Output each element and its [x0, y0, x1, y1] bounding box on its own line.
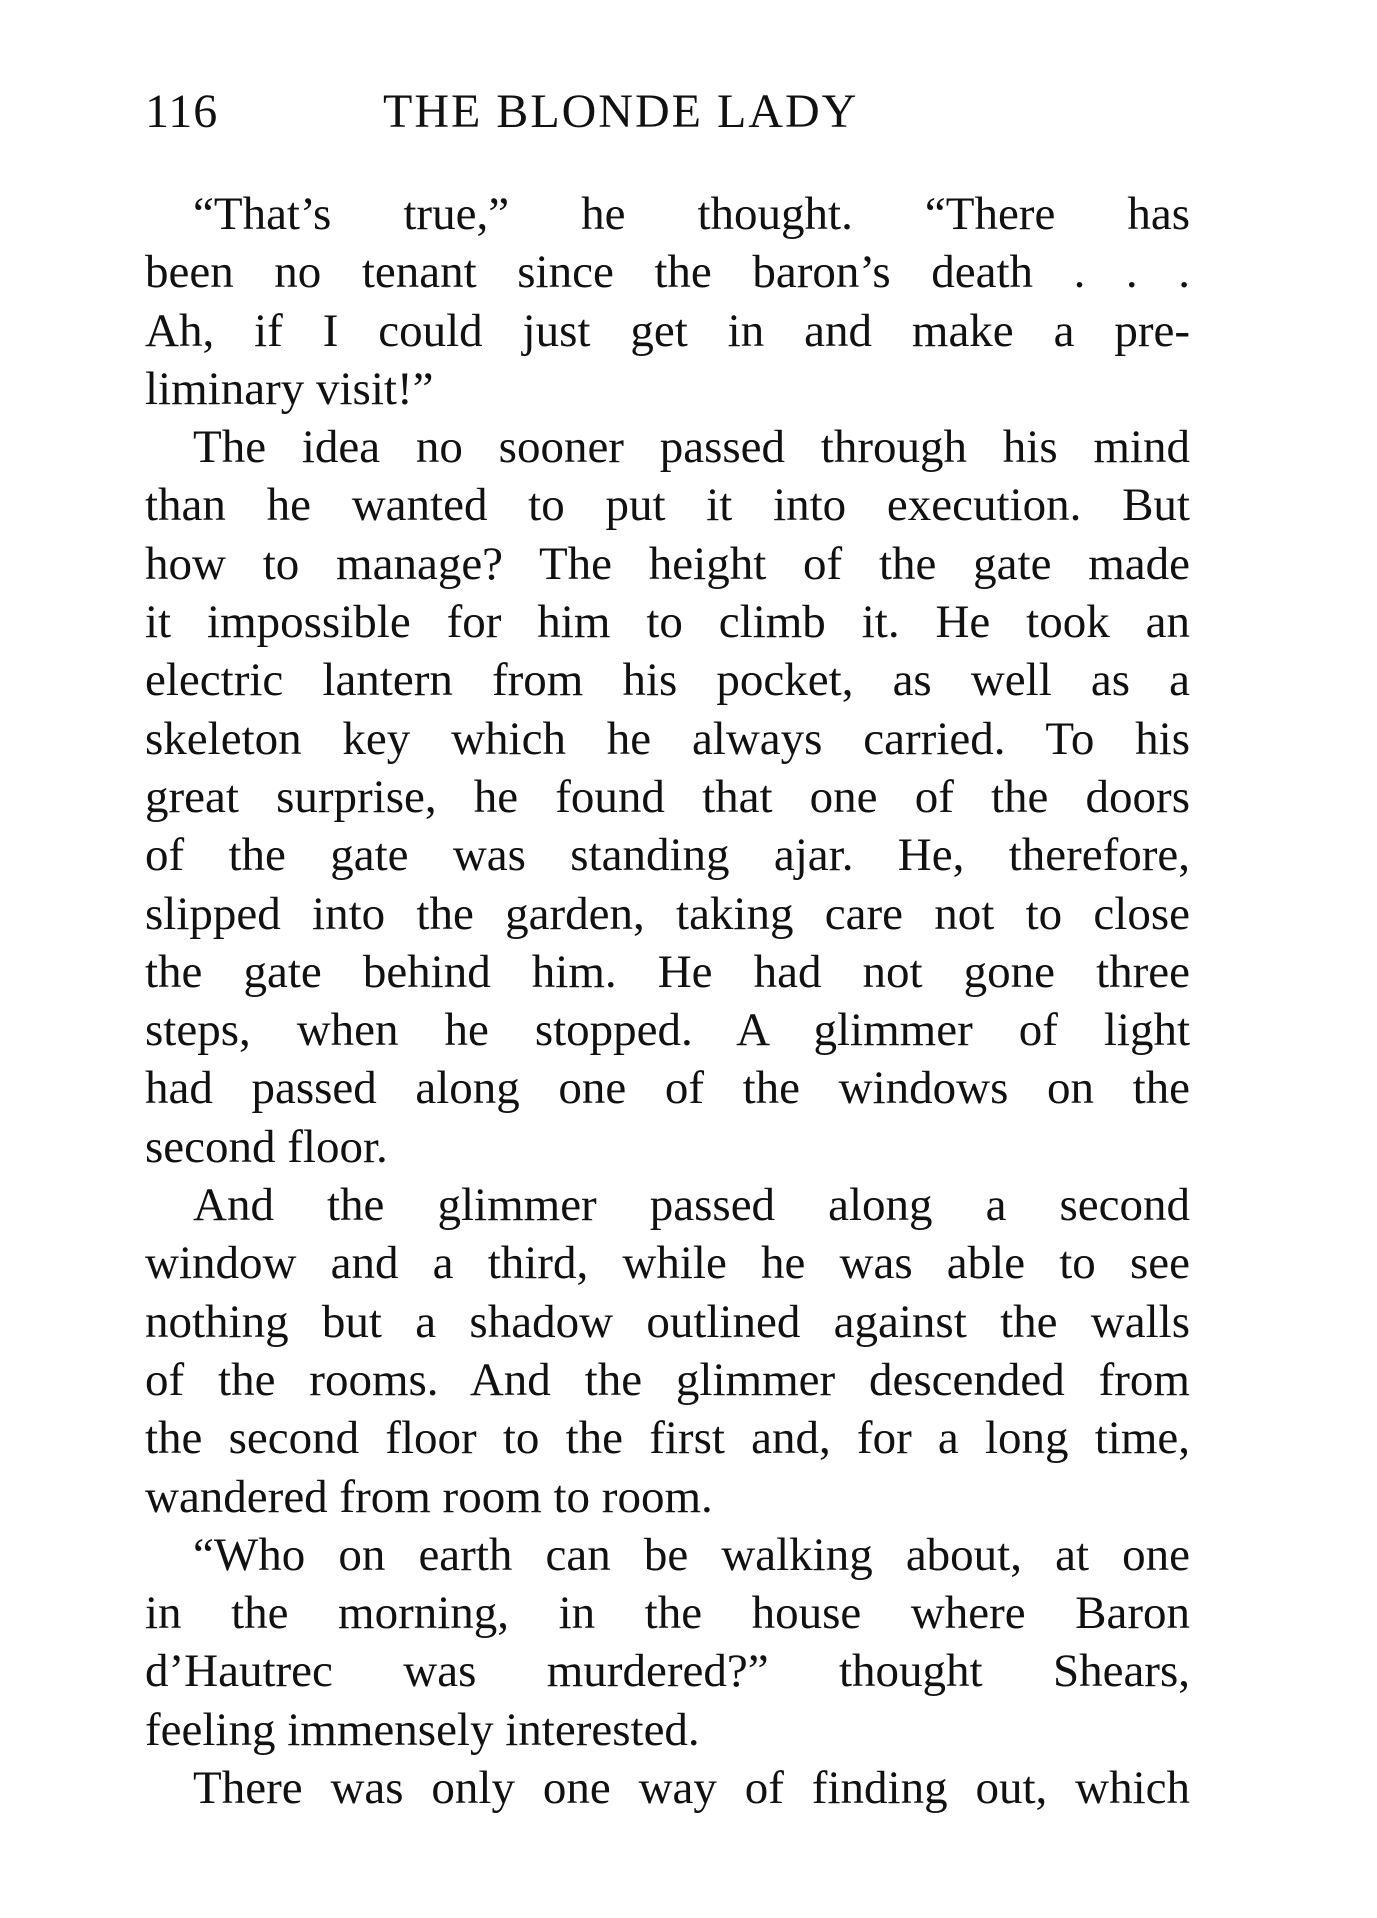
- text-line: nothing but a shadow outlined against the walls: [145, 1295, 1190, 1348]
- text-line: d’Hautrec was murdered?” thought Shears,: [145, 1645, 1190, 1698]
- text-line: been no tenant since the baron’s death . . .: [145, 246, 1190, 299]
- text-line: liminary visit!”: [145, 362, 434, 415]
- text-line: wandered from room to room.: [145, 1470, 713, 1523]
- text-line: had passed along one of the windows on the: [145, 1062, 1190, 1115]
- text-line: slipped into the garden, taking care not to close: [145, 887, 1190, 940]
- text-line: of the gate was standing ajar. He, therefore,: [145, 829, 1190, 882]
- text-line: skeleton key which he always carried. To his: [145, 712, 1190, 765]
- text-line: feeling immensely interested.: [145, 1703, 700, 1756]
- text-line: electric lantern from his pocket, as well as a: [145, 654, 1190, 707]
- text-line: the gate behind him. He had not gone three: [145, 945, 1190, 998]
- text-line: “Who on earth can be walking about, at one: [193, 1528, 1190, 1581]
- page-number: 116: [145, 85, 219, 138]
- running-title: THE BLONDE LADY: [383, 85, 859, 138]
- text-line: of the rooms. And the glimmer descended from: [145, 1353, 1190, 1406]
- text-line: how to manage? The height of the gate made: [145, 537, 1190, 590]
- text-line: steps, when he stopped. A glimmer of light: [145, 1004, 1190, 1057]
- text-line: The idea no sooner passed through his mind: [193, 421, 1190, 474]
- text-line: There was only one way of finding out, which: [193, 1762, 1190, 1815]
- text-line: than he wanted to put it into execution. But: [145, 479, 1190, 532]
- text-line: “That’s true,” he thought. “There has: [193, 188, 1190, 240]
- text-line: in the morning, in the house where Baron: [145, 1587, 1190, 1640]
- body-text: [145, 185, 1190, 1817]
- page-header: [145, 82, 1195, 142]
- text-line: second floor.: [145, 1120, 388, 1173]
- text-line: Ah, if I could just get in and make a pre-: [145, 304, 1190, 357]
- text-line: great surprise, he found that one of the doors: [145, 770, 1190, 823]
- text-line: it impossible for him to climb it. He took an: [145, 596, 1190, 649]
- text-line: And the glimmer passed along a second: [193, 1179, 1190, 1232]
- text-line: the second floor to the first and, for a long time,: [145, 1412, 1190, 1465]
- text-line: window and a third, while he was able to see: [145, 1237, 1190, 1290]
